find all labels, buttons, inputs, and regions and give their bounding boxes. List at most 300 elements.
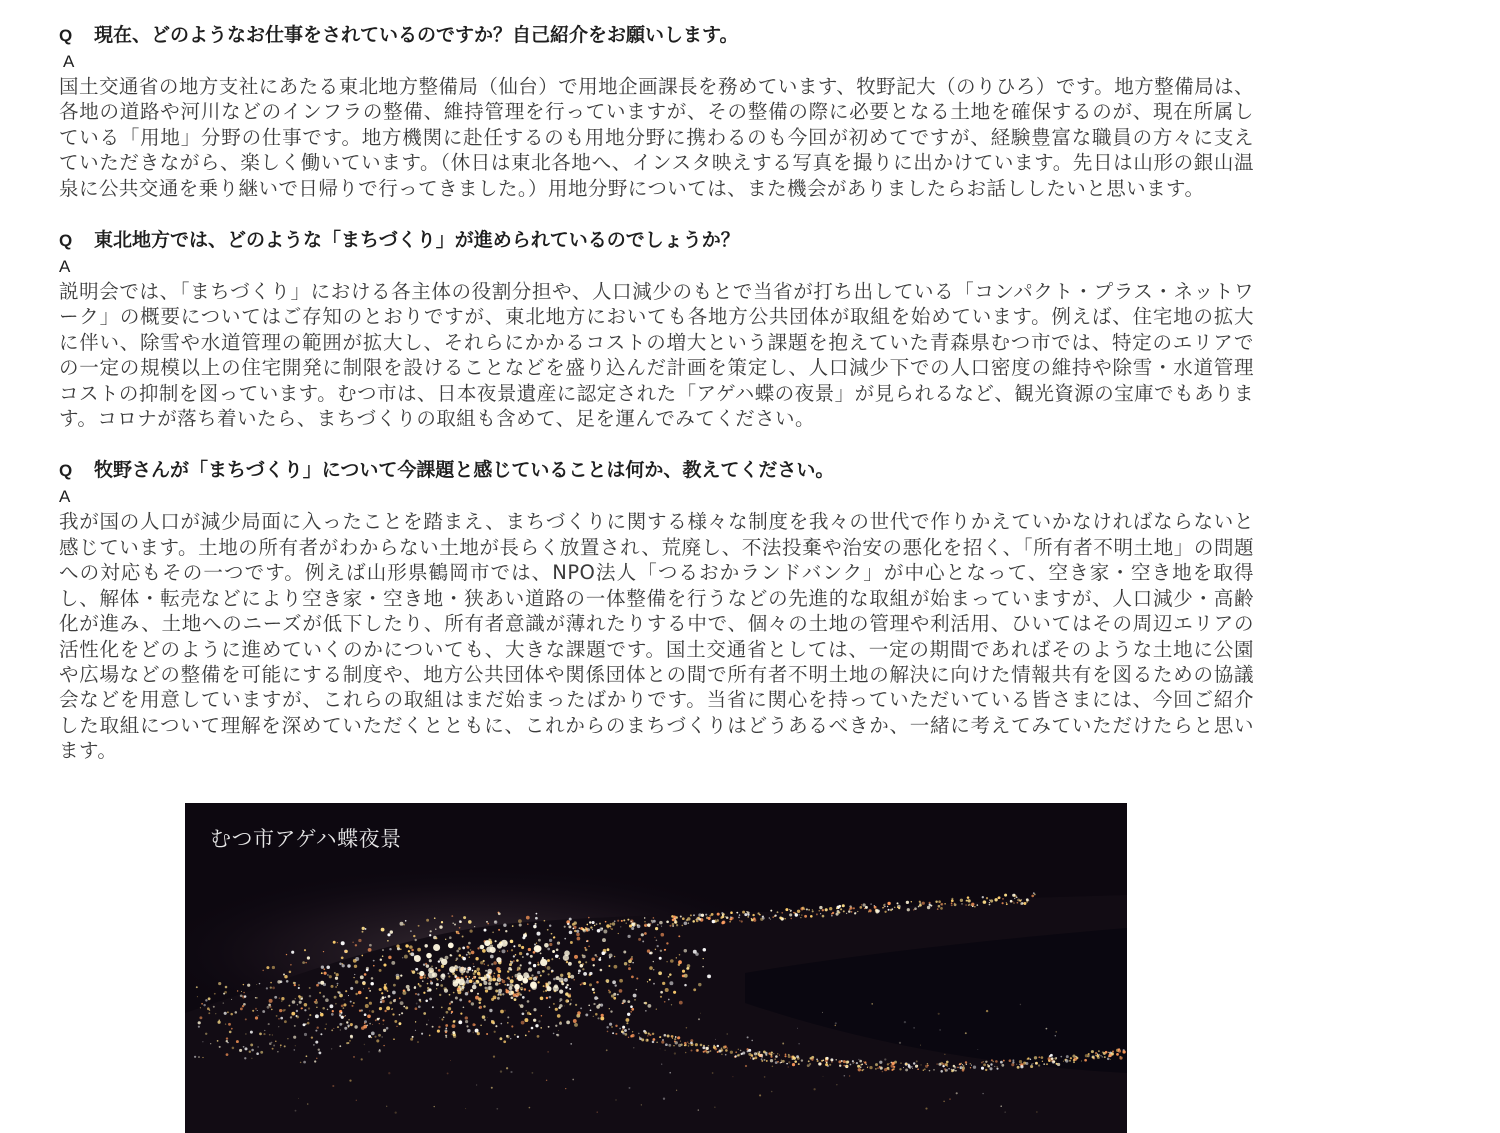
city-light bbox=[813, 1088, 815, 1090]
city-light bbox=[225, 1023, 226, 1024]
city-light bbox=[938, 900, 941, 903]
city-light bbox=[1081, 1060, 1082, 1061]
city-light bbox=[347, 1024, 350, 1027]
city-light bbox=[465, 1020, 468, 1023]
city-light bbox=[810, 915, 813, 918]
city-light bbox=[393, 1038, 395, 1040]
city-light bbox=[799, 914, 800, 915]
city-light bbox=[426, 919, 429, 922]
city-light bbox=[700, 1013, 701, 1014]
city-light bbox=[860, 1064, 862, 1066]
city-light bbox=[1017, 898, 1020, 901]
city-light bbox=[551, 933, 553, 935]
city-light bbox=[297, 1004, 298, 1005]
city-light bbox=[364, 1022, 366, 1024]
city-light bbox=[298, 987, 300, 989]
city-light bbox=[341, 956, 344, 959]
city-light bbox=[965, 904, 967, 906]
city-light bbox=[1001, 1064, 1004, 1067]
city-light bbox=[423, 976, 425, 978]
city-light bbox=[482, 1015, 486, 1019]
city-light bbox=[642, 940, 644, 942]
city-light bbox=[418, 1005, 421, 1008]
city-light bbox=[311, 1036, 313, 1038]
city-light bbox=[1042, 1061, 1043, 1062]
city-light bbox=[318, 982, 321, 985]
city-light bbox=[990, 899, 993, 902]
city-light bbox=[460, 1020, 462, 1022]
city-light bbox=[823, 1076, 824, 1077]
city-light bbox=[400, 948, 402, 950]
city-light bbox=[661, 1041, 664, 1044]
city-light bbox=[667, 1035, 670, 1038]
city-light bbox=[198, 1026, 200, 1028]
city-light bbox=[320, 1012, 321, 1013]
city-light bbox=[894, 907, 895, 908]
city-light bbox=[335, 977, 338, 980]
city-light bbox=[919, 904, 922, 907]
city-light bbox=[555, 1025, 557, 1027]
city-light bbox=[965, 1032, 967, 1034]
city-light bbox=[210, 1043, 211, 1044]
city-light bbox=[415, 1007, 418, 1010]
city-light bbox=[1055, 1035, 1056, 1036]
city-light bbox=[424, 944, 427, 947]
city-light bbox=[697, 917, 699, 919]
city-light bbox=[600, 969, 603, 972]
city-light bbox=[671, 1036, 672, 1037]
city-light bbox=[871, 1003, 873, 1005]
city-light bbox=[622, 1002, 624, 1004]
city-light bbox=[802, 907, 805, 910]
city-light bbox=[940, 907, 943, 910]
city-light bbox=[417, 973, 419, 975]
city-light bbox=[947, 1066, 949, 1068]
city-light bbox=[790, 910, 792, 912]
city-light bbox=[632, 1031, 633, 1032]
city-light bbox=[439, 994, 441, 996]
city-light bbox=[320, 1013, 324, 1017]
city-light bbox=[569, 1004, 571, 1006]
city-light bbox=[679, 954, 681, 956]
city-light bbox=[504, 1010, 506, 1012]
city-light bbox=[960, 899, 963, 902]
city-light bbox=[1046, 1028, 1048, 1030]
city-light bbox=[557, 1014, 561, 1018]
city-light bbox=[1002, 902, 1004, 904]
city-light bbox=[294, 984, 296, 986]
city-light bbox=[499, 1037, 502, 1040]
city-light bbox=[1069, 1060, 1071, 1062]
city-light bbox=[682, 917, 685, 920]
city-light bbox=[925, 1108, 927, 1110]
city-light bbox=[396, 1026, 397, 1027]
city-light bbox=[468, 1000, 471, 1003]
city-light bbox=[459, 954, 462, 957]
answer-marker: A bbox=[59, 257, 71, 277]
city-light bbox=[507, 1016, 509, 1018]
city-light bbox=[421, 1033, 423, 1035]
city-light bbox=[965, 900, 967, 902]
city-light bbox=[454, 1020, 456, 1022]
city-light bbox=[496, 957, 501, 962]
city-light bbox=[549, 943, 552, 946]
city-light bbox=[606, 1049, 608, 1051]
city-light bbox=[752, 1056, 753, 1057]
city-light bbox=[239, 1049, 242, 1052]
city-light bbox=[273, 1045, 275, 1047]
city-light bbox=[419, 985, 422, 988]
city-light bbox=[346, 1021, 348, 1023]
city-light bbox=[1093, 1058, 1094, 1059]
city-light bbox=[603, 930, 607, 934]
city-light bbox=[1118, 1049, 1120, 1051]
city-light bbox=[527, 923, 529, 925]
city-light bbox=[622, 1032, 625, 1035]
question-text: 東北地方では、どのような「まちづくり」が進められているのでしょうか？ bbox=[94, 229, 740, 252]
city-light bbox=[271, 1042, 272, 1043]
city-light bbox=[399, 1022, 402, 1025]
city-light bbox=[1006, 903, 1008, 905]
city-light bbox=[243, 984, 244, 985]
city-light bbox=[362, 931, 364, 933]
city-light bbox=[715, 1039, 716, 1040]
city-light bbox=[305, 1023, 307, 1025]
city-light bbox=[504, 984, 505, 985]
city-light bbox=[660, 991, 663, 994]
city-light bbox=[371, 1032, 375, 1036]
city-light bbox=[381, 992, 383, 994]
city-light bbox=[1017, 1066, 1020, 1069]
city-light bbox=[641, 933, 644, 936]
city-light bbox=[559, 990, 563, 994]
city-light bbox=[493, 1055, 495, 1057]
city-light bbox=[986, 897, 988, 899]
city-light bbox=[382, 949, 384, 951]
city-light bbox=[786, 1063, 788, 1065]
city-light bbox=[369, 1002, 372, 1005]
city-light bbox=[358, 991, 362, 995]
city-light bbox=[362, 927, 365, 930]
city-light bbox=[812, 910, 814, 912]
city-light bbox=[231, 999, 232, 1000]
city-light bbox=[843, 1065, 845, 1067]
city-light bbox=[441, 1007, 443, 1009]
city-light bbox=[572, 1079, 574, 1081]
city-light bbox=[669, 981, 673, 985]
city-light bbox=[474, 1024, 475, 1025]
city-light bbox=[660, 950, 662, 952]
answer-3: 我が国の人口が減少局面に入ったことを踏まえ、まちづくりに関する様々な制度を我々の世代で作りかえていかなければならないと感じています。土地の所有者がわからない土地が長らく放置され、荒廃し、不法投棄や治安の悪化を招く、「所有者不明土地」の問題への対応もその一つです。例えば山形県鶴岡市では、NPO法人「つるおかランドバンク」が中心となって、空き家・空き地を取得し、解体・転売などにより空き家・空き地・狭あい道路の一体整備を行うなどの先進的な取組が始まっていますが、人口減少・高齢化が進み、土地へのニーズが低下したり、所有者意識が薄れたりする中で、個々の土地の管理や利活用、ひいてはその周辺エリアの活性化をどのように進めていくのかについても、大きな課題です。国土交通省としては、一定の期間であればそのような土地に公園や広場などの整備を可能にする制度や、地方公共団体や関係団体との間で所有者不明土地の解決に向けた情報共有を図るための協議会などを用意していますが、これらの取組はまだ始まったばかりです。当省に関心を持っていただいている皆さまには、今回ご紹介した取組について理解を深めていただくとともに、これからのまちづくりはどうあるべきか、一緒に考えてみていただけたらと思います。 bbox=[59, 510, 1254, 763]
city-light bbox=[451, 915, 453, 917]
city-light bbox=[307, 1022, 310, 1025]
city-light bbox=[588, 1004, 590, 1006]
city-light bbox=[725, 1049, 728, 1052]
city-light bbox=[905, 1063, 907, 1065]
city-light bbox=[431, 965, 433, 967]
city-light bbox=[730, 916, 732, 918]
city-light bbox=[503, 1040, 506, 1043]
city-light bbox=[649, 966, 653, 970]
city-light bbox=[605, 921, 607, 923]
city-light bbox=[1005, 1112, 1006, 1113]
city-light bbox=[321, 972, 323, 974]
city-light bbox=[738, 1049, 739, 1050]
city-light bbox=[463, 1006, 465, 1008]
city-light bbox=[487, 986, 491, 990]
city-light bbox=[578, 972, 580, 974]
city-light bbox=[308, 1007, 310, 1009]
city-light bbox=[729, 921, 731, 923]
city-light bbox=[403, 1006, 405, 1008]
city-light bbox=[389, 1001, 392, 1004]
city-light bbox=[437, 979, 439, 981]
city-light bbox=[684, 922, 688, 926]
city-light bbox=[517, 973, 521, 977]
city-light bbox=[856, 1062, 858, 1064]
city-light bbox=[497, 997, 500, 1000]
city-light bbox=[660, 1048, 661, 1049]
city-light bbox=[621, 1031, 622, 1032]
city-light bbox=[556, 1034, 558, 1036]
city-light bbox=[307, 1103, 309, 1105]
city-light bbox=[1104, 1056, 1106, 1058]
city-light bbox=[518, 944, 521, 947]
city-light bbox=[521, 1021, 525, 1025]
city-light bbox=[597, 1017, 599, 1019]
city-light bbox=[684, 974, 688, 978]
city-light bbox=[792, 1063, 795, 1066]
city-light bbox=[866, 1064, 867, 1065]
city-light bbox=[477, 993, 479, 995]
city-light bbox=[526, 916, 530, 920]
city-light bbox=[543, 985, 545, 987]
answer-marker: A bbox=[63, 52, 75, 71]
city-light bbox=[296, 1010, 298, 1012]
city-light bbox=[673, 1045, 674, 1046]
city-light bbox=[892, 1069, 894, 1071]
city-light bbox=[196, 986, 198, 988]
city-light bbox=[574, 1023, 578, 1027]
city-light bbox=[967, 899, 970, 902]
city-light bbox=[680, 1041, 681, 1042]
city-light bbox=[556, 948, 559, 951]
city-light bbox=[684, 984, 687, 987]
city-light bbox=[967, 896, 970, 899]
city-light bbox=[887, 902, 890, 905]
city-light bbox=[1019, 1060, 1022, 1063]
city-light bbox=[280, 1017, 283, 1020]
city-light bbox=[559, 1004, 562, 1007]
city-light bbox=[355, 944, 357, 946]
city-light bbox=[705, 914, 707, 916]
city-light bbox=[961, 903, 962, 904]
city-light bbox=[911, 1066, 913, 1068]
city-light bbox=[400, 974, 402, 976]
city-light bbox=[669, 925, 671, 927]
city-light bbox=[549, 924, 551, 926]
city-light bbox=[493, 996, 497, 1000]
city-light bbox=[569, 918, 572, 921]
city-light bbox=[1091, 1050, 1094, 1053]
city-light bbox=[647, 1035, 648, 1036]
city-light bbox=[606, 1026, 608, 1028]
city-light bbox=[772, 916, 774, 918]
city-light bbox=[459, 920, 462, 923]
city-light bbox=[510, 940, 514, 944]
city-light bbox=[270, 982, 272, 984]
city-light bbox=[374, 1036, 376, 1038]
city-light bbox=[468, 942, 471, 945]
city-light bbox=[613, 993, 616, 996]
city-light bbox=[772, 1066, 773, 1067]
city-light bbox=[339, 963, 342, 966]
city-light bbox=[937, 908, 939, 910]
city-light bbox=[315, 1030, 317, 1032]
city-light bbox=[943, 1101, 944, 1102]
city-light bbox=[1100, 1055, 1101, 1056]
city-light bbox=[938, 1013, 940, 1015]
city-light bbox=[452, 922, 453, 923]
city-light bbox=[384, 984, 386, 986]
city-light bbox=[659, 1036, 661, 1038]
city-light bbox=[522, 1012, 525, 1015]
city-light bbox=[870, 903, 871, 904]
city-light bbox=[863, 1061, 864, 1062]
city-light bbox=[291, 1016, 292, 1017]
city-light bbox=[555, 1008, 558, 1011]
city-light bbox=[470, 949, 471, 950]
city-light bbox=[266, 987, 268, 989]
city-light bbox=[342, 1023, 343, 1024]
city-light bbox=[295, 1045, 296, 1046]
city-light bbox=[496, 967, 500, 971]
city-light bbox=[864, 1061, 866, 1063]
city-light bbox=[774, 915, 776, 917]
city-light bbox=[375, 1019, 377, 1021]
city-light bbox=[938, 905, 941, 908]
city-light bbox=[440, 958, 444, 962]
city-light bbox=[788, 1066, 789, 1067]
city-light bbox=[295, 1110, 297, 1112]
city-light bbox=[1063, 1061, 1064, 1062]
city-light bbox=[609, 991, 612, 994]
city-light bbox=[971, 1065, 972, 1066]
city-light bbox=[653, 917, 655, 919]
city-light bbox=[712, 1072, 714, 1074]
city-light bbox=[279, 1009, 282, 1012]
city-light bbox=[581, 982, 583, 984]
city-light bbox=[680, 915, 682, 917]
city-light bbox=[754, 1052, 757, 1055]
city-light bbox=[549, 939, 552, 942]
city-light bbox=[316, 1026, 318, 1028]
city-light bbox=[632, 922, 635, 925]
city-light bbox=[724, 1045, 727, 1048]
city-light bbox=[306, 1055, 308, 1057]
city-light bbox=[435, 937, 437, 939]
city-light bbox=[676, 924, 678, 926]
city-light bbox=[486, 921, 488, 923]
city-light bbox=[316, 1007, 317, 1008]
city-light bbox=[347, 964, 350, 967]
city-light bbox=[923, 1070, 924, 1071]
city-light bbox=[584, 947, 586, 949]
city-light bbox=[514, 998, 517, 1001]
city-light bbox=[370, 982, 373, 985]
city-light bbox=[695, 1043, 698, 1046]
city-light bbox=[697, 1049, 699, 1051]
city-light bbox=[485, 989, 488, 992]
city-light bbox=[432, 1026, 434, 1028]
city-light bbox=[750, 1057, 751, 1058]
city-light bbox=[573, 979, 575, 981]
city-light bbox=[741, 920, 743, 922]
city-light bbox=[1102, 1051, 1104, 1053]
city-light bbox=[225, 986, 228, 989]
city-light bbox=[243, 992, 245, 994]
city-light bbox=[453, 992, 455, 994]
city-light bbox=[770, 1054, 772, 1056]
city-light bbox=[532, 1072, 534, 1074]
city-light bbox=[565, 992, 569, 996]
city-light bbox=[342, 964, 345, 967]
city-light bbox=[198, 1021, 201, 1024]
city-light bbox=[785, 908, 788, 911]
city-light bbox=[353, 1056, 355, 1058]
city-light bbox=[445, 1031, 447, 1033]
city-light bbox=[343, 1003, 346, 1006]
city-light bbox=[486, 975, 490, 979]
city-light bbox=[1056, 1063, 1058, 1065]
city-light bbox=[717, 1045, 719, 1047]
city-light bbox=[516, 959, 519, 962]
city-light bbox=[1060, 1056, 1062, 1058]
city-light bbox=[730, 911, 733, 914]
city-light bbox=[997, 1066, 998, 1067]
section-spacer bbox=[59, 431, 1254, 457]
city-light bbox=[426, 964, 429, 967]
city-light bbox=[448, 976, 450, 978]
city-light bbox=[269, 1042, 272, 1045]
city-light bbox=[555, 954, 558, 957]
city-light bbox=[535, 946, 541, 952]
answer-1: 国土交通省の地方支社にあたる東北地方整備局（仙台）で用地企画課長を務めています、牧野記大（のりひろ）です。地方整備局は、各地の道路や河川などのインフラの整備、維持管理を行っていますが、その整備の際に必要となる土地を確保するのが、現在所属している「用地」分野の仕事です。地方機関に赴任するのも用地分野に携わるのも今回が初めてですが、経験豊富な職員の方々に支えていただきながら、楽しく働いています。（休日は東北各地へ、インスタ映えする写真を撮りに出かけています。先日は山形の銀山温泉に公共交通を乗り継いで日帰りで行ってきました。）用地分野については、また機会がありましたらお話ししたいと思います。 bbox=[59, 75, 1254, 200]
city-light bbox=[643, 1030, 646, 1033]
city-light bbox=[330, 985, 333, 988]
city-light bbox=[831, 915, 832, 916]
city-light bbox=[652, 1033, 654, 1035]
city-light bbox=[262, 1010, 265, 1013]
city-light bbox=[628, 964, 629, 965]
city-light bbox=[653, 983, 655, 985]
city-light bbox=[535, 923, 537, 925]
city-light bbox=[564, 938, 566, 940]
city-light bbox=[1098, 1054, 1099, 1055]
city-light bbox=[664, 949, 666, 951]
city-light bbox=[307, 956, 310, 959]
city-light bbox=[770, 919, 771, 920]
city-light bbox=[674, 1040, 676, 1042]
city-light bbox=[852, 1062, 854, 1064]
city-light bbox=[738, 1054, 741, 1057]
city-light bbox=[240, 1007, 243, 1010]
city-light bbox=[619, 989, 623, 993]
city-light bbox=[369, 1023, 371, 1025]
city-light bbox=[514, 1034, 515, 1035]
city-light bbox=[826, 1062, 828, 1064]
city-light bbox=[354, 1025, 357, 1028]
